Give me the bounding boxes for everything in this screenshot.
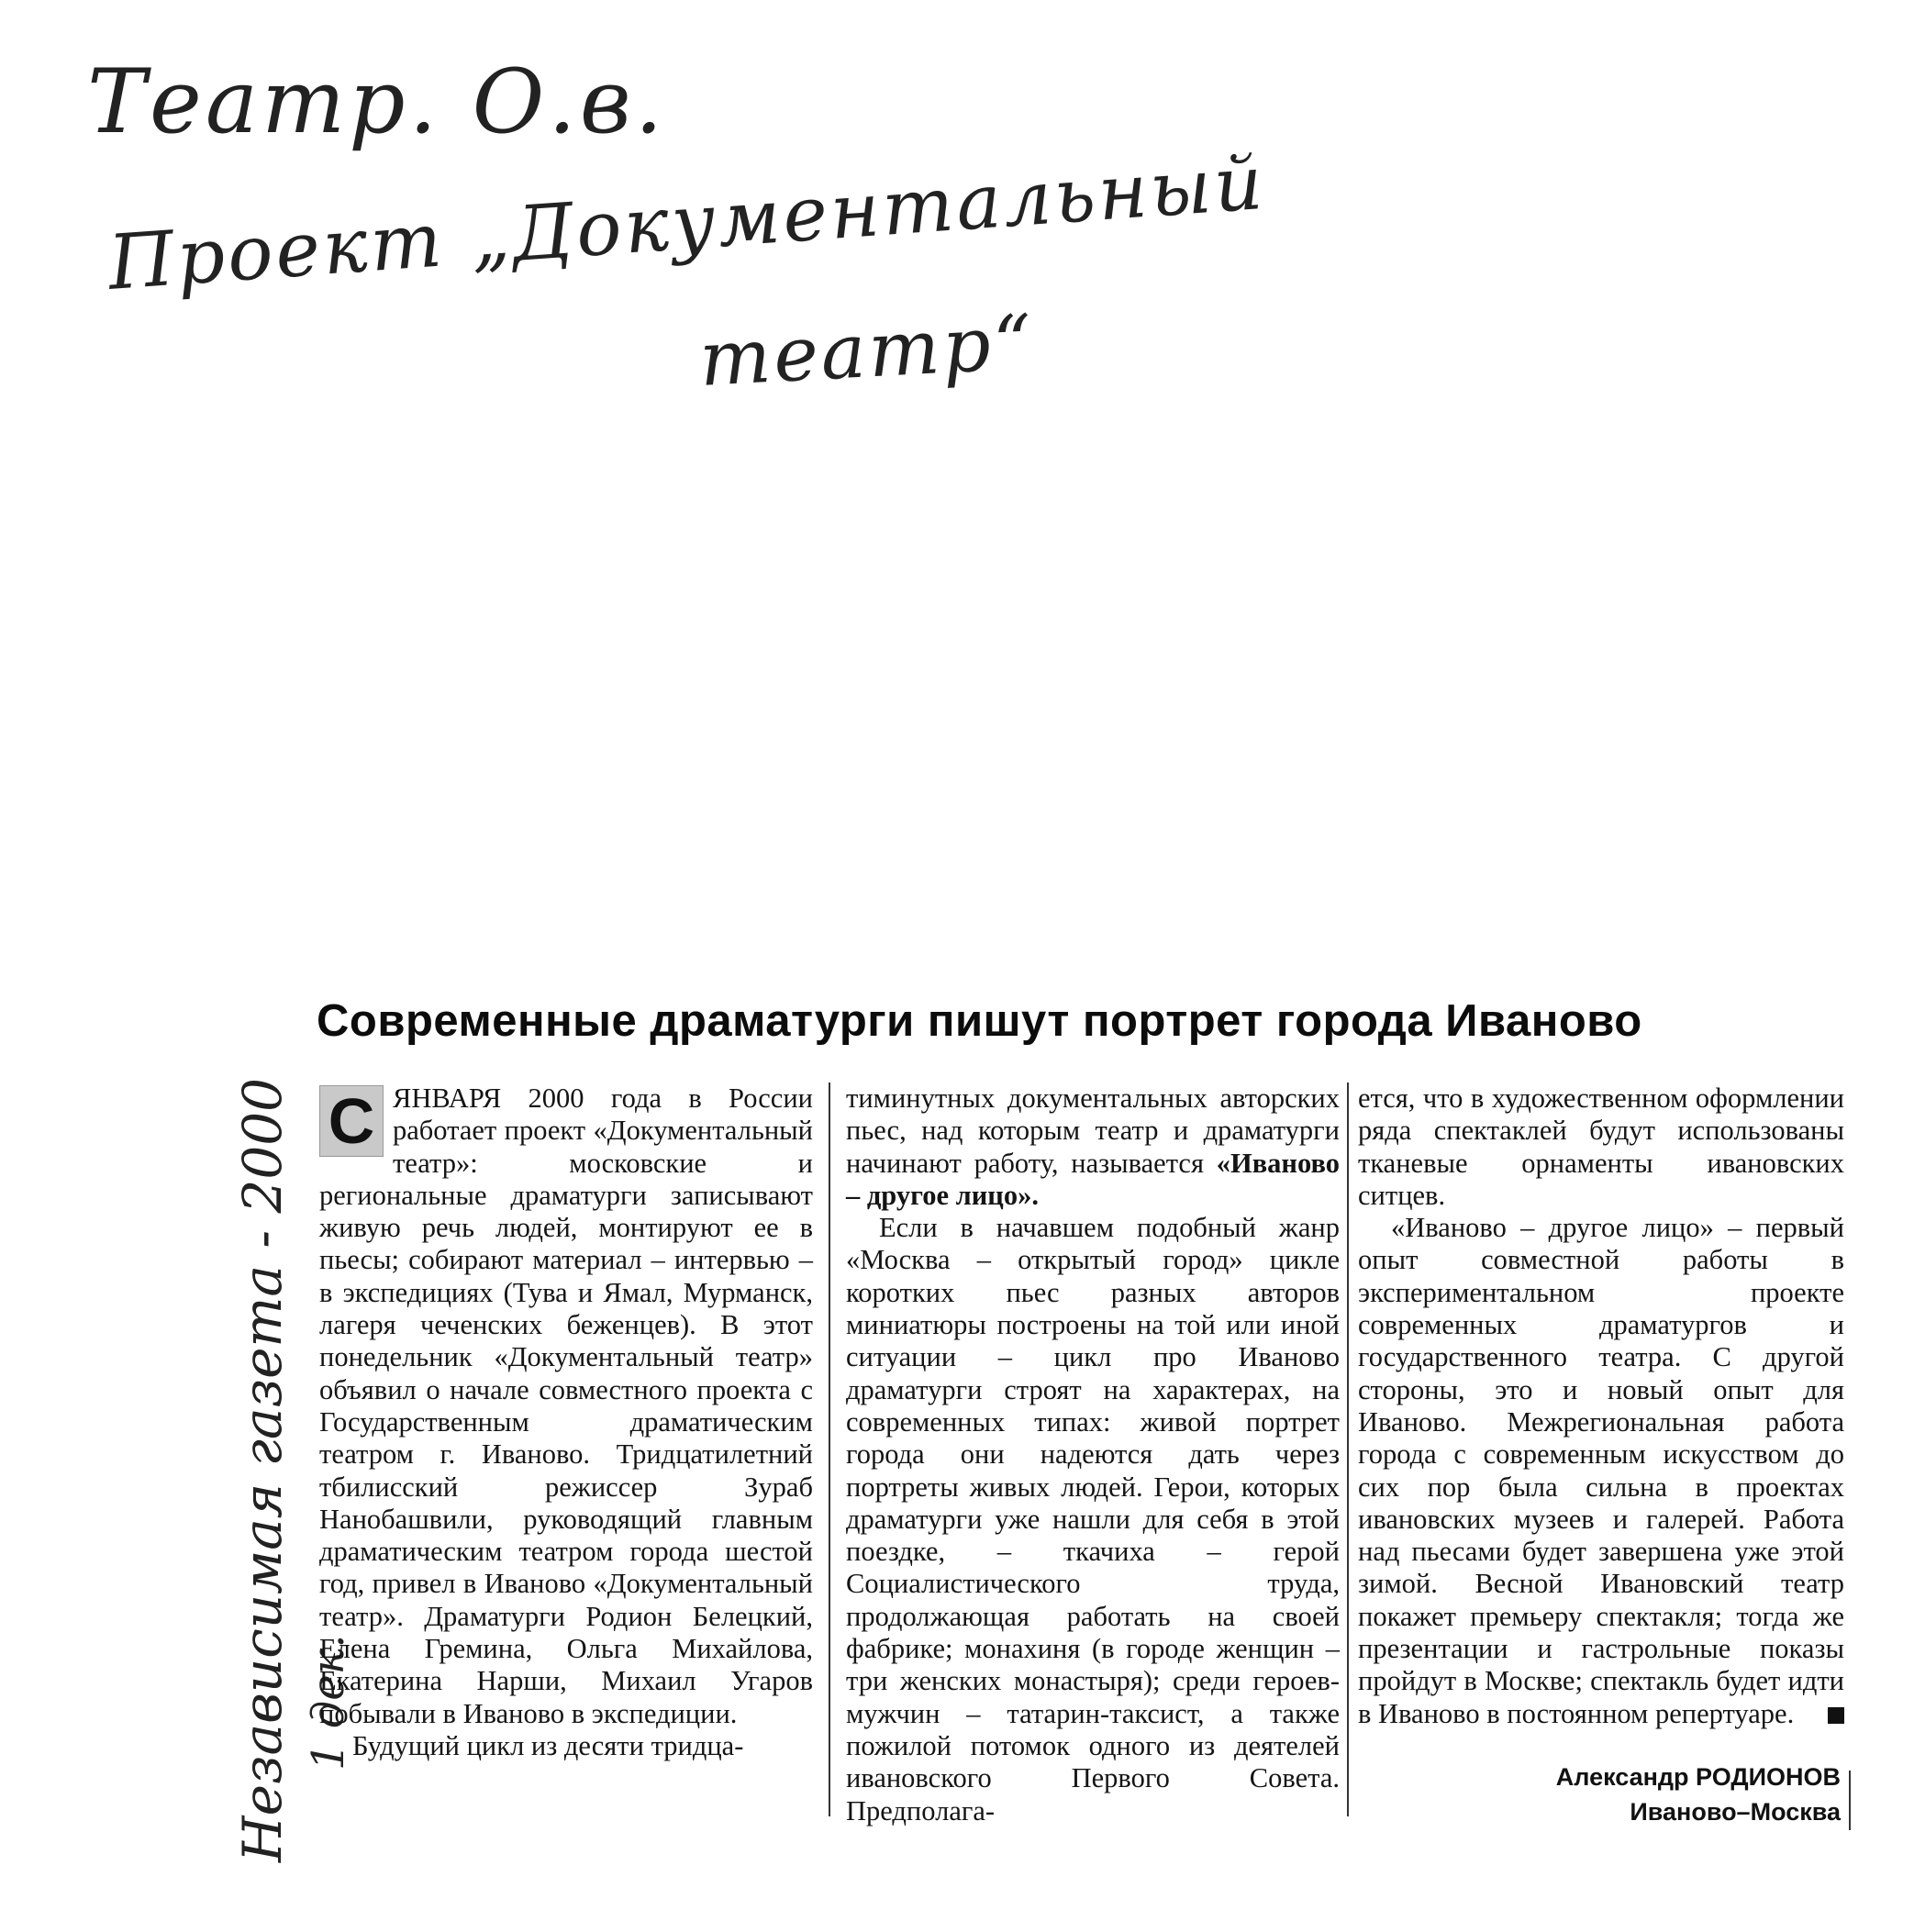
handwritten-side-note: Независимая газета - 2000 — [231, 1077, 294, 1862]
article-paragraph: ется, что в художественном оформлении ряда спектаклей будут использованы тканевые орнаменты ивановских ситцев. — [1358, 1083, 1844, 1211]
article-paragraph — [1358, 1212, 1844, 1730]
article-headline: Современные драматурги пишут портрет города Иваново — [317, 996, 1642, 1046]
handwritten-note-line-3: театр“ — [697, 298, 1037, 404]
signature-divider — [1849, 1771, 1851, 1830]
article-author: Александр РОДИОНОВ — [1555, 1763, 1841, 1791]
article-paragraph: Будущий цикл из десяти тридца- — [352, 1729, 744, 1761]
column-divider — [1347, 1083, 1349, 1816]
article-paragraph — [846, 1083, 1340, 1212]
end-of-article-mark — [1828, 1707, 1844, 1724]
article-paragraph — [319, 1083, 813, 1730]
drop-cap: С — [319, 1085, 384, 1157]
cycle-title: «Иваново – другое лицо». — [846, 1147, 1340, 1211]
handwritten-side-note-date: 1 дек. — [303, 1634, 354, 1771]
article-paragraph: Если в начавшем подобный жанр «Москва – открытый город» цикле коротких пьес разных авторов миниатюры построены на той или иной ситуации – цикл про Иваново драматурги строят на характерах, на современных типах: живой портрет города они надеются дать через портреты живых людей. Герои, которых драматурги уже нашли для себя в этой поездке, – ткачиха – герой Социалистического труда, продолжающая работать на своей фабрике; монахиня (в городе женщин – три женских монастыря); среди героев-мужчин – татарин-таксист, а также пожилой потомок одного из деятелей ивановского Первого Совета. Предполага- — [846, 1212, 1340, 1827]
column-divider — [829, 1083, 830, 1816]
article-column-2 — [846, 1083, 1340, 1827]
article-column-3 — [1358, 1083, 1844, 1807]
article-column-1 — [319, 1083, 813, 1807]
paragraph-text: «Иваново – другое лицо» – первый опыт совместной работы в экспериментальном проекте современных драматургов и государственного театра. С другой стороны, это и новый опыт для Иваново. Межрегиональная работа города с современным искусством до сих пор была сильна в проектах ивановских музеев и галерей. Работа над пьесами будет завершена уже этой зимой. Весной Ивановский театр покажет премьеру спектакля; тогда же презентации и гастрольные показы пройдут в Москве; спектакль будет идти в Иваново в постоянном репертуаре. — [1358, 1212, 1844, 1729]
paragraph-text: ЯНВАРЯ 2000 года в России работает проект «Документальный театр»: московские и региональные драматурги записывают живую речь людей, монтируют ее в пьесы; собирают материал – интервью – в экспедициях (Тува и Ямал, Мурманск, лагеря чеченских беженцев). В этот понедельник «Документальный театр» объявил о начале совместного проекта с Государственным драматическим театром г. Иваново. Тридцатилетний тбилисский режиссер Зураб Нанобашвили, руководящий главным драматическим театром города шестой год, привел в Иваново «Документальный театр». Драматурги Родион Белецкий, Елена Гремина, Ольга Михайлова, Екатерина Нарши, Михаил Угаров побывали в Иваново в экспедиции. — [319, 1083, 813, 1729]
article-location: Иваново–Москва — [1630, 1798, 1841, 1826]
handwritten-note-line-2: Проект „Документальный — [106, 139, 1268, 307]
paragraph-text: тиминутных документальных авторских пьес, над которым театр и драматурги начинают работу, называется — [846, 1083, 1340, 1179]
handwritten-note-line-1: Театр. О.в. — [87, 50, 667, 153]
